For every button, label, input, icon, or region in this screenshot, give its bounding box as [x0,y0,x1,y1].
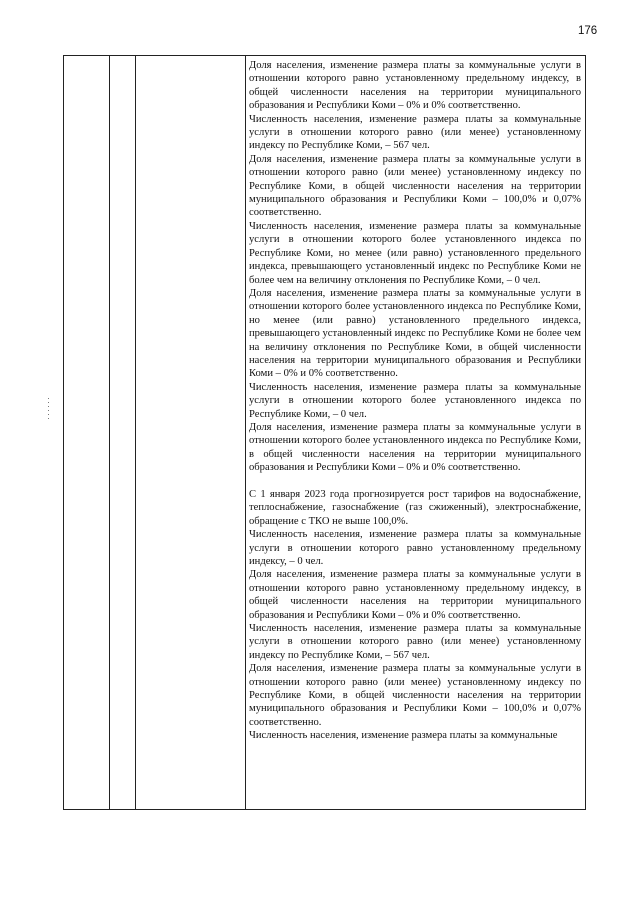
scan-margin-marks [48,395,51,435]
paragraph: Численность населения, изменение размера платы за коммунальные услуги в отношении которого более установленного индекса по Республике Коми, но менее (или равно) установленного предельного индекса, превышающего установленный индекс по Республике Коми не более чем на величину отклонения по Республике Коми, – 0 чел. [249,220,581,286]
empty-cell-1 [64,56,110,810]
paragraph: Доля населения, изменение размера платы за коммунальные услуги в отношении которого равно (или менее) установленному индексу по Республике Коми, в общей численности населения на территории муниципального образования и Республики Коми – 100,0% и 0,07% соответственно. [249,663,581,728]
paragraph: Численность населения, изменение размера платы за коммунальные услуги в отношении которого более установленного индекса по Республике Коми, – 0 чел. [249,381,581,420]
paragraph: Доля населения, изменение размера платы за коммунальные услуги в отношении которого равно установленному предельному индексу, в общей численности населения на территории муниципального образования и Республики Коми – 0% и 0% соответственно. [249,569,581,621]
paragraph: Численность населения, изменение размера платы за коммунальные услуги в отношении которого равно установленному предельному индексу, – 0 чел. [249,529,581,568]
paragraph: Численность населения, изменение размера платы за коммунальные услуги в отношении которого равно (или менее) установленному индексу по Республике Коми, – 567 чел. [249,113,581,152]
table-row [64,56,586,810]
paragraph: Численность населения, изменение размера платы за коммунальные [249,730,558,742]
blank-line [249,475,581,488]
document-table [63,55,586,810]
page-number: 176 [578,25,598,37]
paragraph: Доля населения, изменение размера платы за коммунальные услуги в отношении которого равно установленному предельному индексу, в общей численности населения на территории муниципального образования и Республики Коми – 0% и 0% соответственно. [249,60,581,112]
empty-cell-2 [110,56,136,810]
paragraph: Доля населения, изменение размера платы за коммунальные услуги в отношении которого равно (или менее) установленному индексу по Республике Коми, в общей численности населения на территории муниципального образования и Республики Коми – 100,0% и 0,07% соответственно. [249,153,581,219]
paragraph: Доля населения, изменение размера платы за коммунальные услуги в отношении которого более установленного индекса по Республике Коми, но менее (или равно) установленного предельного индекса, превышающего установленный индекс по Республике Коми не более чем на величину отклонения по Республике Коми, в общей численности населения на территории муниципального образования и Республики Коми – 0% и 0% соответственно. [249,287,581,380]
paragraph: С 1 января 2023 года прогнозируется рост тарифов на водоснабжение, теплоснабжение, газоснабжение (газ сжиженный), электроснабжение, обращение с ТКО не выше 100,0%. [249,488,581,527]
paragraph: Численность населения, изменение размера платы за коммунальные услуги в отношении которого равно (или менее) установленному индексу по Республике Коми, – 567 чел. [249,623,581,661]
paragraph: Доля населения, изменение размера платы за коммунальные услуги в отношении которого более установленного индекса по Республике Коми, в общей численности населения на территории муниципального образования и Республики Коми – 0% и 0% соответственно. [249,421,581,474]
text-cell [246,56,586,810]
empty-cell-3 [136,56,246,810]
